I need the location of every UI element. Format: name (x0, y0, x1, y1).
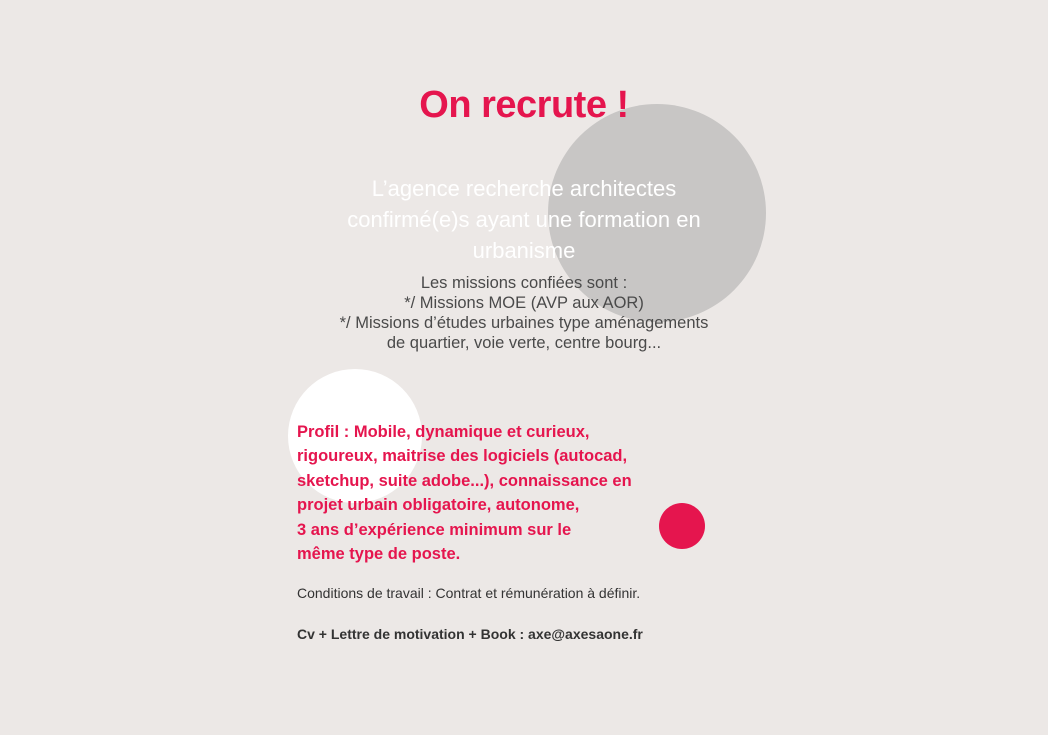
page-title: On recrute ! (419, 84, 629, 126)
profile-requirements (297, 420, 717, 566)
missions-text (280, 273, 768, 353)
intro-line: confirmé(e)s ayant une formation en (347, 207, 701, 232)
profile-line: rigoureux, maitrise des logiciels (autocad, (297, 447, 628, 466)
work-conditions: Conditions de travail : Contrat et rémunération à définir. (297, 585, 641, 601)
profile-line: Profil : Mobile, dynamique et curieux, (297, 423, 590, 441)
profile-line: même type de poste. (297, 545, 461, 564)
intro-line: urbanisme (472, 238, 576, 263)
missions-line: */ Missions d’études urbaines type aménagements (339, 314, 709, 332)
profile-line: projet urbain obligatoire, autonome, (297, 496, 580, 515)
profile-line: 3 ans d’expérience minimum sur le (297, 520, 572, 539)
intro-line: L’agence recherche architectes (371, 176, 677, 201)
missions-line: Les missions confiées sont : (420, 274, 628, 292)
missions-line: de quartier, voie verte, centre bourg... (386, 334, 662, 352)
intro-text (290, 173, 758, 266)
missions-line: */ Missions MOE (AVP aux AOR) (404, 294, 644, 312)
application-contact: Cv + Lettre de motivation + Book : axe@axesaone.fr (297, 626, 643, 642)
profile-line: sketchup, suite adobe...), connaissance en (297, 471, 632, 490)
